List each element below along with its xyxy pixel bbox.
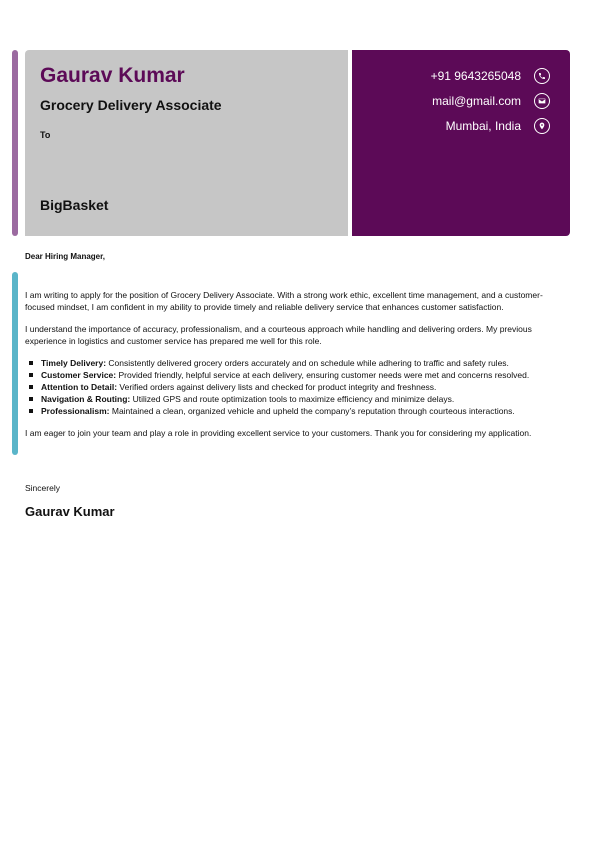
bullet-label: Professionalism: [41,406,110,416]
recipient-label: To [40,130,51,140]
bullet-label: Navigation & Routing: [41,394,131,404]
applicant-name: Gaurav Kumar [40,64,185,87]
closing-line: Sincerely [25,483,60,493]
paragraph-intro: I am writing to apply for the position of Grocery Delivery Associate. With a strong work ethic, excellent time management, and a customer-focused mindset, I am confident in my ability to provide timely and reliable delivery service that enhances customer satisfaction. [25,290,543,312]
body-accent-bar [12,272,18,455]
list-item [41,381,570,393]
paragraph-experience: I understand the importance of accuracy, professionalism, and a courteous approach while handling and delivering orders. My previous experience in logistics and customer service has prepared me well for this role. [25,324,532,346]
skills-list [25,357,570,417]
company-name: BigBasket [40,197,109,213]
email-address[interactable]: mail@gmail.com [432,94,521,108]
bullet-label: Customer Service: [41,370,117,380]
salutation: Dear Hiring Manager, [25,252,106,261]
phone-number: +91 9643265048 [430,69,521,83]
contact-email-row [432,91,550,111]
bullet-text: Verified orders against delivery lists and checked for product integrity and freshness. [117,382,437,392]
bullet-text: Provided friendly, helpful service at each delivery, ensuring customer needs were met and concerns resolved. [116,370,530,380]
bullet-text: Maintained a clean, organized vehicle and upheld the company’s reputation through courteous interactions. [109,406,515,416]
phone-icon [534,68,550,84]
envelope-icon [534,93,550,109]
letter-body [25,289,570,449]
list-item [41,393,570,405]
list-item [41,369,570,381]
location: Mumbai, India [445,119,521,133]
signature-name: Gaurav Kumar [25,504,115,519]
contact-phone-row [431,66,550,86]
bullet-text: Utilized GPS and route optimization tools to maximize efficiency and minimize delays. [130,394,455,404]
list-item [41,357,570,369]
header-accent-bar [12,50,18,236]
job-title: Grocery Delivery Associate [40,97,222,113]
list-item [41,405,570,417]
map-pin-icon [534,118,550,134]
paragraph-closing: I am eager to join your team and play a role in providing excellent service to your customers. Thank you for considering my application. [25,428,532,438]
bullet-label: Timely Delivery: [41,358,107,368]
contact-panel [352,50,570,236]
contact-location-row [446,116,550,136]
header-info-panel [25,50,348,236]
bullet-text: Consistently delivered grocery orders accurately and on schedule while adhering to traffic and safety rules. [106,358,509,368]
bullet-label: Attention to Detail: [41,382,118,392]
